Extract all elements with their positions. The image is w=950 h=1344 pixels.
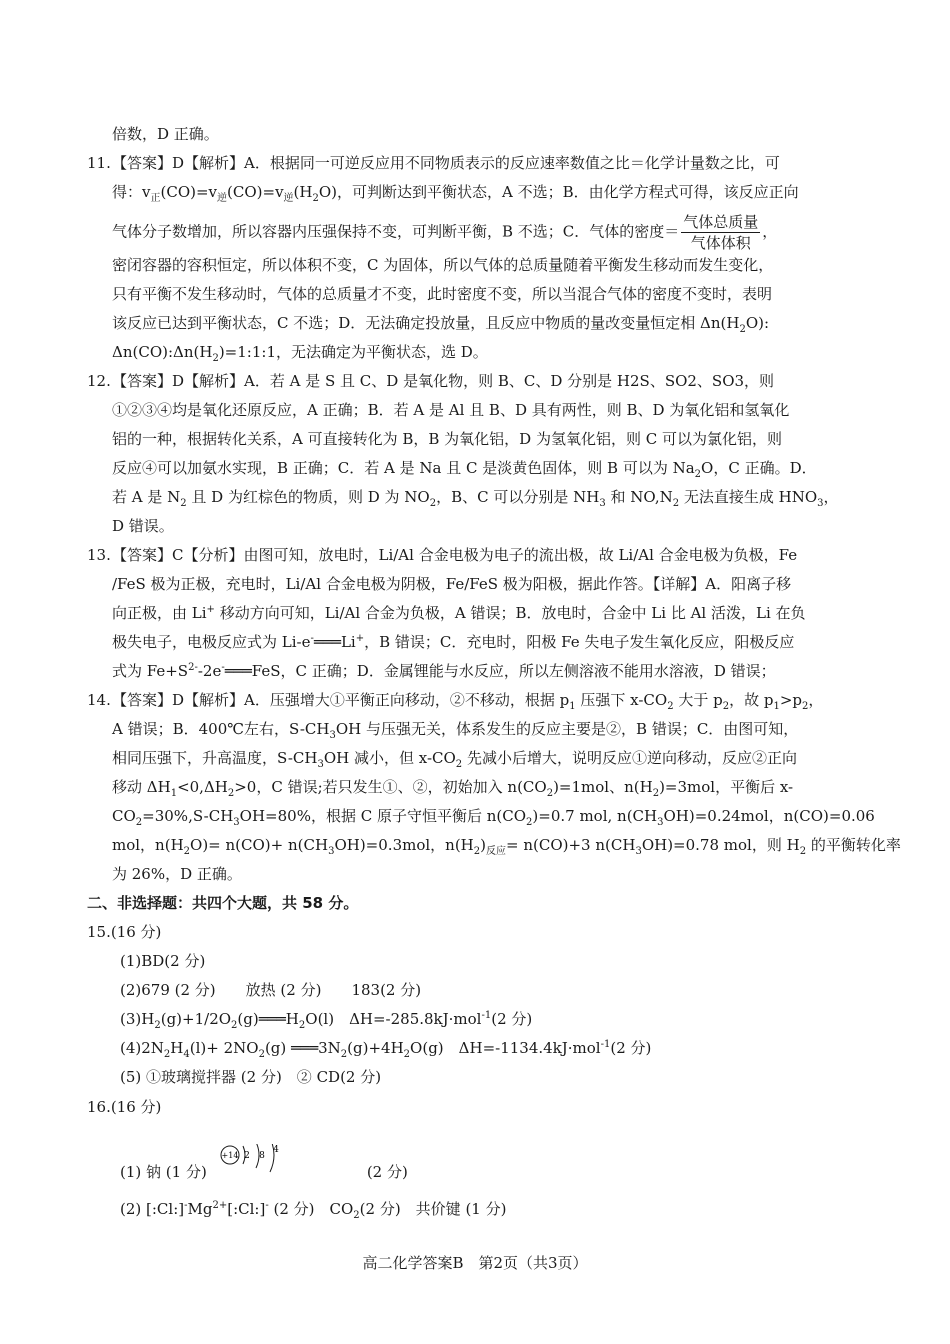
text-line: 只有平衡不发生移动时，气体的总质量才不变，此时密度不变，所以当混合气体的密度不变时，表明 <box>112 285 773 303</box>
lewis-structure-mgcl2: $[:Cl:]^-Mg^{2+}[:Cl:]^-$ <box>146 1200 269 1218</box>
text-line: D 错误。 <box>112 517 174 535</box>
answer-line: (5) ①玻璃搅拌器 (2 分) ② CD(2 分) <box>120 1068 382 1086</box>
shell-electrons-2: 8 <box>259 1151 265 1161</box>
text-line: 反应④可以加氨水实现，B 正确；C．若 A 是 Na 且 C 是淡黄色固体，则 B 可以为 $Na_2O$，C 正确。D． <box>112 459 817 480</box>
text-line: 相同压强下，升高温度，$S-CH_3OH$ 减小，但 $x-CO_2$ 先减小后增大，说明反应①逆向移动，反应②正向 <box>112 749 797 770</box>
text-line: 倍数，D 正确。 <box>112 125 219 143</box>
text-line: 向正极，由 Li+ 移动方向可知，Li/Al 合金为负极，A 错误；B．放电时，合金中 Li 比 Al 活泼，Li 在负 <box>112 604 806 622</box>
text-line: $\Delta n(CO):\Delta n(H_2)=1:1:1$，无法确定为平衡状态，选 D。 <box>112 343 488 364</box>
text-line: 若 A 是 $N_2$ 且 D 为红棕色的物质，则 D 为 $NO_2$，B、C 可以分别是 $NH_3$ 和 $NO,N_2$ 无法直接生成 $HNO_3$， <box>112 488 839 509</box>
text-line: 该反应已达到平衡状态，C 不选；D．无法确定投放量，且反应中物质的量改变量恒定相 $\Delta n(H_2O)$: <box>112 314 770 335</box>
text-line: 铝的一种，根据转化关系，A 可直接转化为 B，B 为氧化铝，D 为氢氧化铝，则 C 可以为氯化铝，则 <box>112 430 782 448</box>
density-fraction: $\frac{\text{气体总质量}}{\text{气体体积}}$ <box>683 213 759 252</box>
section-heading: 二、非选择题：共四个大题，共 58 分。 <box>87 894 359 912</box>
question-number-16: 16.(16 分) <box>87 1098 162 1116</box>
question-number-12: 12. <box>87 372 111 390</box>
text-line: ①②③④均是氧化还原反应，A 正确；B．若 A 是 Al 且 B、D 具有两性，则 B、D 为氧化铝和氢氧化 <box>112 401 790 419</box>
shell-electrons-1: 2 <box>244 1151 250 1161</box>
text-line: 密闭容器的容积恒定，所以体积不变，C 为固体，所以气体的总质量随着平衡发生移动而发生变化， <box>112 256 774 274</box>
answer-line: $(4)2N_2H_4(l)+ 2NO_2(g)$ $═══3N_2(g)+4H_2O(g)$ ΔH=-1134.4kJ·mol$^{-1}$(2 分) <box>120 1039 652 1060</box>
question-number-13: 13. <box>87 546 111 564</box>
silicon-atom-structure-diagram <box>218 1144 288 1194</box>
answer-line: (1) 钠 (1 分) (2 分) <box>120 1163 408 1181</box>
text-line: A 错误；B．400℃左右，$S-CH_3OH$ 与压强无关，体系发生的反应主要是②，B 错误；C．由图可知， <box>112 720 799 741</box>
text-line-fraction: 气体分子数增加，所以容器内压强保持不变，可判断平衡，B 不选；C．气体的密度＝ $\frac{\text{气体总质量}}{\text{气体体积}}$ ， <box>112 213 778 252</box>
text-line: $CO_2=30\%,S-CH_3OH=80\%$，根据 C 原子守恒平衡后 $n(CO_2)=0.7$ mol, $n(CH_3OH)=0.24mol$，n(CO)=0.06 <box>112 807 875 828</box>
text-line: /FeS 极为正极，充电时，Li/Al 合金电极为阴极，Fe/FeS 极为阳极，据此作答。【详解】A．阳离子移 <box>112 575 792 593</box>
text-line: mol，$n(H_2O)= n(CO)+ n(CH_3OH)=0.3mol$，$n(H_2)_{反应}= n(CO)+3$ $n(CH_3OH)=0.78$ mol，则 $H_2$ 的平衡转化率 <box>112 836 901 857</box>
text-line: 【答案】C【分析】由图可知，放电时，Li/Al 合金电极为电子的流出极，故 Li/Al 合金电极为负极，Fe <box>112 546 798 564</box>
question-number-14: 14. <box>87 691 111 709</box>
text-line: 【答案】D【解析】A．压强增大①平衡正向移动，②不移动，根据 $p_1$ 压强下 $x-CO_2$ 大于 $p_2$，故 $p_1>p_2$， <box>112 691 824 712</box>
question-number-11: 11. <box>87 154 111 172</box>
text-line: 得：$v_正(CO)=v_逆(CO)=v_逆(H_2O)$，可判断达到平衡状态，A 不选；B．由化学方程式可得，该反应正向 <box>112 183 799 204</box>
shell-electrons-3: 4 <box>273 1145 279 1155</box>
text-line: 【答案】D【解析】A．根据同一可逆反应用不同物质表示的反应速率数值之比＝化学计量数之比，可 <box>112 154 780 172</box>
answer-line: (2) $[:Cl:]^-Mg^{2+}[:Cl:]^-$ (2 分) $CO_2(2$ 分) 共价键 (1 分) <box>120 1200 507 1221</box>
text-line: 式为 $Fe+S^{2-}-2e^-═══FeS$，C 正确；D．金属锂能与水反应，所以左侧溶液不能用水溶液，D 错误； <box>112 662 776 680</box>
question-number-15: 15.(16 分) <box>87 923 162 941</box>
answer-line: $(3)H_2(g)+1/2O_2(g)═══H_2O(l)$ ΔH=-285.8kJ·mol$^{-1}$(2 分) <box>120 1010 533 1031</box>
nucleus-charge: +14 <box>221 1151 239 1160</box>
answer-line: (1)BD(2 分) <box>120 952 206 970</box>
text-line: 极失电子，电极反应式为 Li-e-═══Li+，B 错误；C．充电时，阳极 Fe 失电子发生氧化反应，阳极反应 <box>112 633 795 651</box>
answer-line: (2)679 (2 分) 放热 (2 分) 183(2 分) <box>120 981 422 999</box>
page-footer: 高二化学答案B 第2页（共3页） <box>362 1254 588 1272</box>
text-line: 移动 $\Delta H_1<0,\Delta H_2>0$，C 错误;若只发生①、②，初始加入 $n(CO_2)=1mol$、$n(H_2)=3mol$，平衡后 x- <box>112 778 794 799</box>
text-line: 为 26%，D 正确。 <box>112 865 242 883</box>
text-line: 【答案】D【解析】A．若 A 是 S 且 C、D 是氧化物，则 B、C、D 分别是 H2S、SO2、SO3，则 <box>112 372 775 390</box>
